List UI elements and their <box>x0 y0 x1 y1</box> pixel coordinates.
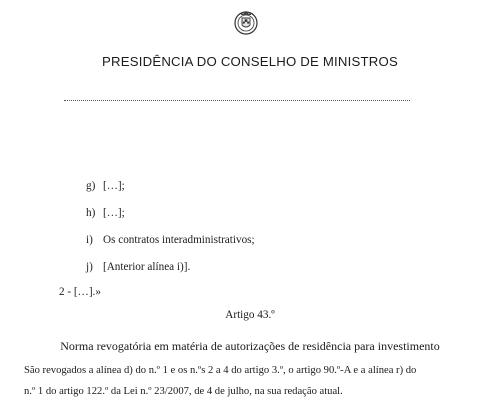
item-text-g: […]; <box>103 180 125 192</box>
item-marker-g: g) <box>86 180 96 192</box>
article-number: Artigo 43.º <box>225 309 275 321</box>
item-marker-h: h) <box>86 207 96 219</box>
item-text-j: [Anterior alínea i)]. <box>103 261 191 273</box>
article-body-line-1: São revogados a alínea d) do n.º 1 e os n.ºs 2 a 4 do artigo 3.º, o artigo 90.º-A e a alínea r) do <box>24 365 417 376</box>
article-body-line-2: n.º 1 do artigo 122.º da Lei n.º 23/2007, de 4 de julho, na sua redação atual. <box>24 386 343 397</box>
portuguese-coat-of-arms-icon <box>232 8 260 36</box>
item-marker-j: j) <box>86 261 93 273</box>
dotted-separator <box>64 100 410 101</box>
ministry-header-title: PRESIDÊNCIA DO CONSELHO DE MINISTROS <box>102 54 398 69</box>
item-marker-i: i) <box>86 234 93 246</box>
item-text-i: Os contratos interadministrativos; <box>103 234 255 246</box>
article-heading: Norma revogatória em matéria de autorizações de residência para investimento <box>60 339 440 353</box>
item-text-h: […]; <box>103 207 125 219</box>
paragraph-closing: 2 - […].» <box>59 286 101 298</box>
